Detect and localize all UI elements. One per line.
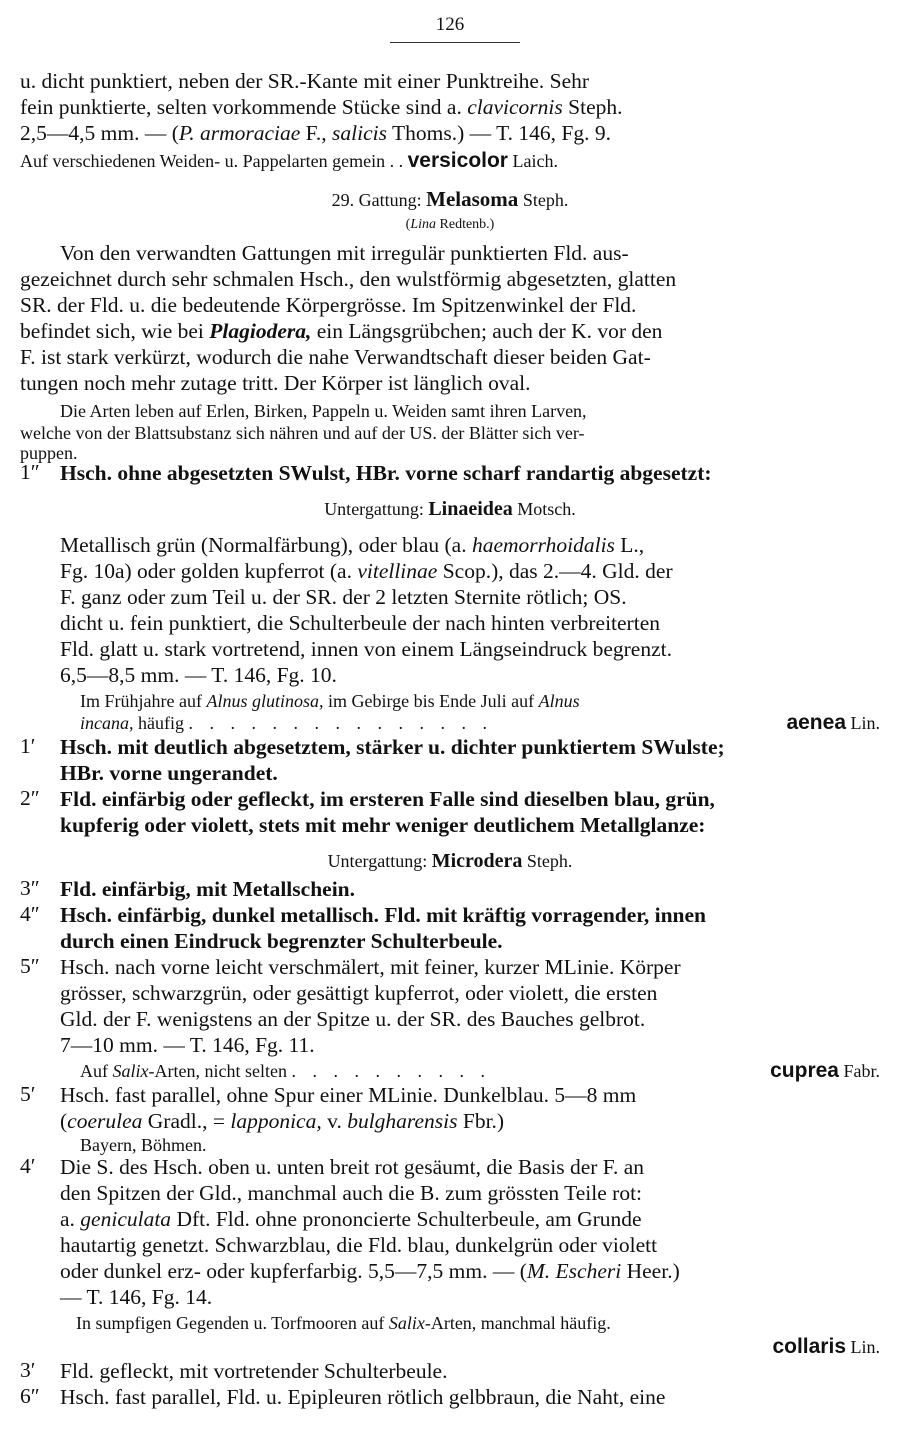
species-name: cuprea	[770, 1059, 839, 1082]
text-line: fein punktierte, selten vorkommende Stücke sind a. clavicornis Steph.	[20, 95, 623, 119]
key-line: 7—10 mm. — T. 146, Fg. 11.	[60, 1033, 315, 1057]
habitat-line: Bayern, Böhmen.	[80, 1135, 207, 1155]
key-line: Hsch. fast parallel, Fld. u. Epipleuren rötlich gelbbraun, die Naht, eine	[60, 1385, 666, 1409]
key-line: HBr. vorne ungerandet.	[60, 761, 278, 785]
key-line: Hsch. mit deutlich abgesetztem, stärker u. dichter punktiertem SWulste;	[60, 735, 725, 759]
text-line: welche von der Blattsubstanz sich nähren und auf der US. der Blätter sich ver-	[20, 423, 585, 443]
key-line: den Spitzen der Gld., manchmal auch die B. zum grössten Teile rot:	[60, 1181, 643, 1205]
text-line: 6,5—8,5 mm. — T. 146, Fg. 10.	[60, 663, 337, 687]
species-name: aenea	[786, 711, 846, 734]
habitat-line: Im Frühjahre auf Alnus glutinosa, im Gebirge bis Ende Juli auf Alnus	[80, 691, 580, 711]
habitat-line: incana, häufig . . . . . . . . . . . . . . . aenea Lin.	[80, 711, 880, 734]
key-line: — T. 146, Fg. 14.	[60, 1285, 213, 1309]
key-number: 4″	[20, 902, 40, 926]
key-line: oder dunkel erz- oder kupferfarbig. 5,5—7,5 mm. — (M. Escheri Heer.)	[60, 1259, 680, 1283]
text-line: 2,5—4,5 mm. — (P. armoraciae F., salicis Thoms.) — T. 146, Fg. 9.	[20, 121, 611, 145]
key-number: 6″	[20, 1384, 40, 1408]
key-line: hautartig genetzt. Schwarzblau, die Fld. blau, dunkelgrün oder violett	[60, 1233, 658, 1257]
key-line: grösser, schwarzgrün, oder gesättigt kupferrot, oder violett, die ersten	[60, 981, 658, 1005]
text-line: Fld. glatt u. stark vortretend, innen von einem Längseindruck begrenzt.	[60, 637, 672, 661]
text-line: dicht u. fein punktiert, die Schulterbeule der nach hinten verbreiterten	[60, 611, 660, 635]
text-line: SR. der Fld. u. die bedeutende Körpergrösse. Im Spitzenwinkel der Fld.	[20, 293, 637, 317]
key-line: Hsch. fast parallel, ohne Spur einer MLinie. Dunkelblau. 5—8 mm	[60, 1083, 637, 1107]
key-line: Fld. gefleckt, mit vortretender Schulterbeule.	[60, 1359, 448, 1383]
habitat-line: collaris Lin.	[772, 1335, 880, 1358]
genus-synonym: (Lina Redtenb.)	[405, 217, 495, 232]
text-line: u. dicht punktiert, neben der SR.-Kante mit einer Punktreihe. Sehr	[20, 69, 590, 93]
text-line: befindet sich, wie bei Plagiodera, ein Längsgrübchen; auch der K. vor den	[20, 319, 663, 343]
genus-heading: 29. Gattung: Melasoma Steph.	[331, 187, 569, 211]
key-line: Fld. einfärbig, mit Metallschein.	[60, 877, 355, 901]
text-line: tungen noch mehr zutage tritt. Der Körper ist länglich oval.	[20, 371, 531, 395]
key-number: 3′	[20, 1358, 36, 1382]
subgenus-heading: Untergattung: Linaeidea Motsch.	[324, 498, 576, 520]
text-line: puppen.	[20, 443, 78, 463]
key-line: a. geniculata Dft. Fld. ohne prononcierte Schulterbeule, am Grunde	[60, 1207, 642, 1231]
text-line: F. ganz oder zum Teil u. der SR. der 2 letzten Sternite rötlich; OS.	[60, 585, 627, 609]
key-line: (coerulea Gradl., = lapponica, v. bulgharensis Fbr.)	[60, 1109, 505, 1133]
page-number: 126	[435, 14, 465, 35]
species-name: versicolor	[407, 149, 508, 172]
key-number: 1″	[20, 460, 40, 484]
key-number: 5′	[20, 1082, 36, 1106]
key-line: Hsch. ohne abgesetzten SWulst, HBr. vorne scharf randartig abgesetzt:	[60, 461, 712, 485]
key-line: Hsch. nach vorne leicht verschmälert, mit feiner, kurzer MLinie. Körper	[60, 955, 681, 979]
species-name: collaris	[772, 1335, 846, 1358]
key-number: 5″	[20, 954, 40, 978]
habitat-line: Auf Salix-Arten, nicht selten . . . . . . . . . . cuprea Fabr.	[80, 1059, 880, 1082]
text-line: Fg. 10a) oder golden kupferrot (a. vitellinae Scop.), das 2.—4. Gld. der	[60, 559, 673, 583]
key-number: 1′	[20, 734, 36, 758]
subgenus-heading: Untergattung: Microdera Steph.	[327, 850, 573, 872]
key-line: Gld. der F. wenigstens an der Spitze u. der SR. des Bauches gelbrot.	[60, 1007, 646, 1031]
key-line: Hsch. einfärbig, dunkel metallisch. Fld. mit kräftig vorragender, innen	[60, 903, 707, 927]
key-line: durch einen Eindruck begrenzter Schulterbeule.	[60, 929, 503, 953]
key-line: kupferig oder violett, stets mit mehr weniger deutlichem Metallglanze:	[60, 813, 706, 837]
key-number: 2″	[20, 786, 40, 810]
key-line: Die S. des Hsch. oben u. unten breit rot gesäumt, die Basis der F. an	[60, 1155, 645, 1179]
habitat-line: In sumpfigen Gegenden u. Torfmooren auf Salix-Arten, manchmal häufig.	[76, 1313, 611, 1333]
text-line: Von den verwandten Gattungen mit irregulär punktierten Fld. aus-	[60, 241, 629, 265]
text-line: Metallisch grün (Normalfärbung), oder blau (a. haemorrhoidalis L.,	[60, 533, 645, 557]
key-line: Fld. einfärbig oder gefleckt, im ersteren Falle sind dieselben blau, grün,	[60, 787, 715, 811]
header-rule	[390, 42, 520, 43]
habitat-line: Auf verschiedenen Weiden- u. Pappelarten gemein . . versicolor Laich.	[20, 149, 558, 172]
text-line: Die Arten leben auf Erlen, Birken, Pappeln u. Weiden samt ihren Larven,	[60, 401, 587, 421]
text-line: gezeichnet durch sehr schmalen Hsch., den wulstförmig abgesetzten, glatten	[20, 267, 677, 291]
key-number: 3″	[20, 876, 40, 900]
key-number: 4′	[20, 1154, 36, 1178]
text-line: F. ist stark verkürzt, wodurch die nahe Verwandtschaft dieser beiden Gat-	[20, 345, 651, 369]
